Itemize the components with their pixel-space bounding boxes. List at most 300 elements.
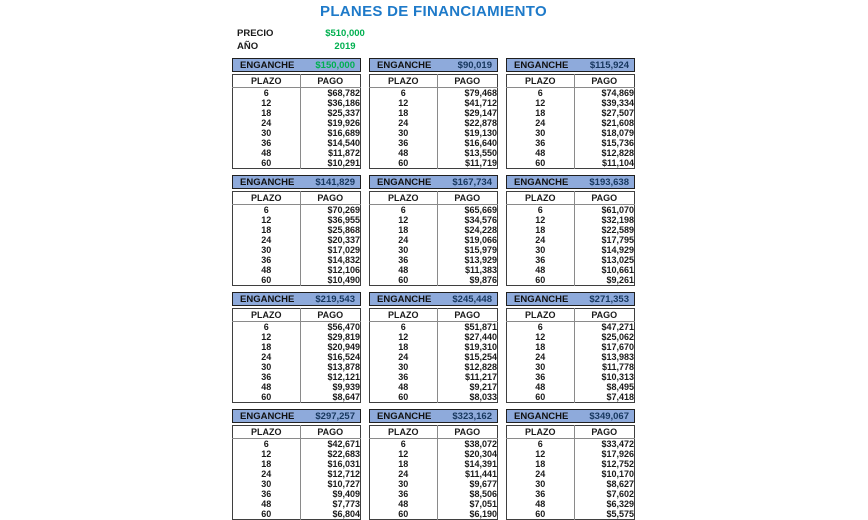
payment-row xyxy=(507,362,635,372)
enganche-value: $141,829 xyxy=(315,176,355,188)
enganche-label: ENGANCHE xyxy=(514,176,569,188)
payments-table xyxy=(506,308,635,403)
pago-value: $13,025 xyxy=(601,255,634,265)
pago-value: $17,795 xyxy=(601,235,634,245)
pago-value: $16,640 xyxy=(464,138,497,148)
plazo-value: 48 xyxy=(507,265,575,275)
pago-value: $8,506 xyxy=(469,489,497,499)
enganche-header xyxy=(506,175,635,189)
plazo-column-header: PLAZO xyxy=(370,309,438,322)
enganche-header xyxy=(506,292,635,306)
plazo-value: 48 xyxy=(233,499,301,509)
pago-value: $13,878 xyxy=(327,362,360,372)
plazo-value: 12 xyxy=(370,449,438,459)
pago-column-header: PAGO xyxy=(574,75,634,88)
payments-body xyxy=(507,205,635,286)
plazo-value: 36 xyxy=(507,138,575,148)
pago-value: $6,804 xyxy=(332,509,360,519)
plazo-column-header: PLAZO xyxy=(507,309,575,322)
enganche-header xyxy=(369,175,498,189)
financing-plan-table-4 xyxy=(232,175,361,286)
pago-value: $8,627 xyxy=(606,479,634,489)
pago-column-header: PAGO xyxy=(300,75,360,88)
pago-value: $68,782 xyxy=(327,88,360,98)
payment-row xyxy=(233,342,361,352)
enganche-label: ENGANCHE xyxy=(377,176,432,188)
payment-row xyxy=(233,479,361,489)
payment-row xyxy=(370,128,498,138)
payments-table xyxy=(369,425,498,520)
plazo-value: 24 xyxy=(370,235,438,245)
payment-row xyxy=(370,118,498,128)
payment-row xyxy=(370,362,498,372)
plazo-value: 36 xyxy=(370,255,438,265)
pago-value: $17,926 xyxy=(601,449,634,459)
pago-value: $16,689 xyxy=(327,128,360,138)
plazo-value: 48 xyxy=(370,382,438,392)
pago-value: $10,727 xyxy=(327,479,360,489)
plazo-value: 6 xyxy=(507,439,575,450)
enganche-header xyxy=(506,58,635,72)
financing-plan-table-9 xyxy=(506,292,635,403)
payments-body xyxy=(233,322,361,403)
enganche-value: $323,162 xyxy=(452,410,492,422)
pago-value: $36,186 xyxy=(327,98,360,108)
pago-value: $14,391 xyxy=(464,459,497,469)
payment-row xyxy=(507,128,635,138)
payment-row xyxy=(507,489,635,499)
payments-table xyxy=(369,74,498,169)
financing-plan-table-2 xyxy=(369,58,498,169)
column-header-row xyxy=(507,309,635,322)
payments-body xyxy=(233,439,361,520)
enganche-header xyxy=(369,58,498,72)
plazo-value: 24 xyxy=(233,235,301,245)
plazo-value: 30 xyxy=(233,479,301,489)
pago-column-header: PAGO xyxy=(574,426,634,439)
plazo-value: 36 xyxy=(233,255,301,265)
precio-row xyxy=(237,27,635,40)
pago-value: $11,217 xyxy=(464,372,497,382)
enganche-header xyxy=(506,409,635,423)
plazo-column-header: PLAZO xyxy=(233,75,301,88)
pago-column-header: PAGO xyxy=(437,426,497,439)
payment-row xyxy=(370,372,498,382)
pago-value: $16,031 xyxy=(327,459,360,469)
plazo-value: 18 xyxy=(507,459,575,469)
plazo-value: 36 xyxy=(507,255,575,265)
enganche-label: ENGANCHE xyxy=(514,410,569,422)
pago-value: $8,495 xyxy=(606,382,634,392)
payment-row xyxy=(233,459,361,469)
plazo-value: 18 xyxy=(370,459,438,469)
plazo-value: 48 xyxy=(507,382,575,392)
payment-row xyxy=(507,245,635,255)
pago-value: $33,472 xyxy=(601,439,634,449)
enganche-value: $245,448 xyxy=(452,293,492,305)
plazo-value: 30 xyxy=(370,128,438,138)
plazo-value: 12 xyxy=(370,332,438,342)
pago-value: $11,719 xyxy=(464,158,497,168)
plazo-value: 36 xyxy=(370,372,438,382)
financing-plan-table-8 xyxy=(369,292,498,403)
enganche-value: $193,638 xyxy=(589,176,629,188)
pago-column-header: PAGO xyxy=(437,309,497,322)
column-header-row xyxy=(233,75,361,88)
plazo-value: 6 xyxy=(507,88,575,99)
content xyxy=(232,0,635,520)
payment-row xyxy=(370,225,498,235)
pago-value: $16,524 xyxy=(327,352,360,362)
payment-row xyxy=(507,158,635,169)
pago-value: $20,337 xyxy=(327,235,360,245)
plazo-value: 18 xyxy=(507,342,575,352)
enganche-label: ENGANCHE xyxy=(240,293,295,305)
pago-value: $7,773 xyxy=(332,499,360,509)
payment-row xyxy=(370,342,498,352)
column-header-row xyxy=(370,75,498,88)
payment-row xyxy=(370,509,498,520)
financing-plan-table-6 xyxy=(506,175,635,286)
pago-value: $7,602 xyxy=(606,489,634,499)
pago-value: $7,418 xyxy=(606,392,634,402)
pago-value: $17,670 xyxy=(601,342,634,352)
payment-row xyxy=(370,332,498,342)
ano-value[interactable]: 2019 xyxy=(334,41,356,52)
payments-body xyxy=(507,439,635,520)
payments-table xyxy=(232,191,361,286)
pago-value: $8,647 xyxy=(332,392,360,402)
payments-table xyxy=(369,191,498,286)
payment-row xyxy=(507,382,635,392)
plazo-value: 12 xyxy=(233,449,301,459)
pago-value: $34,576 xyxy=(464,215,497,225)
pago-value: $19,066 xyxy=(464,235,497,245)
enganche-value: $90,019 xyxy=(457,59,492,71)
plazo-value: 12 xyxy=(507,449,575,459)
pago-value: $10,313 xyxy=(601,372,634,382)
enganche-value: $115,924 xyxy=(589,59,629,71)
payment-row xyxy=(507,352,635,362)
payment-row xyxy=(233,392,361,403)
plazo-value: 6 xyxy=(233,439,301,450)
payments-table xyxy=(369,308,498,403)
payment-row xyxy=(370,235,498,245)
enganche-header xyxy=(232,292,361,306)
payment-row xyxy=(233,245,361,255)
precio-value[interactable]: $510,000 xyxy=(325,28,365,39)
plazo-value: 60 xyxy=(233,392,301,403)
pago-value: $32,198 xyxy=(601,215,634,225)
plazo-value: 6 xyxy=(370,439,438,450)
payment-row xyxy=(233,322,361,333)
pago-value: $19,310 xyxy=(464,342,497,352)
plazo-value: 12 xyxy=(370,98,438,108)
enganche-label: ENGANCHE xyxy=(240,410,295,422)
pago-value: $10,661 xyxy=(601,265,634,275)
financing-plan-table-7 xyxy=(232,292,361,403)
pago-value: $17,029 xyxy=(327,245,360,255)
payment-row xyxy=(370,275,498,286)
plazo-value: 18 xyxy=(233,342,301,352)
plazo-value: 18 xyxy=(507,108,575,118)
payment-row xyxy=(370,255,498,265)
plazo-value: 6 xyxy=(233,88,301,99)
pago-value: $70,269 xyxy=(327,205,360,215)
financing-plan-table-3 xyxy=(506,58,635,169)
pago-value: $74,869 xyxy=(601,88,634,98)
column-header-row xyxy=(370,426,498,439)
pago-value: $5,575 xyxy=(606,509,634,519)
pago-value: $11,104 xyxy=(601,158,634,168)
payments-table xyxy=(506,425,635,520)
plazo-value: 12 xyxy=(370,215,438,225)
pago-value: $24,228 xyxy=(464,225,497,235)
plazo-value: 18 xyxy=(233,108,301,118)
plazo-column-header: PLAZO xyxy=(233,192,301,205)
payment-row xyxy=(507,372,635,382)
payment-row xyxy=(370,88,498,99)
payments-table xyxy=(232,308,361,403)
plazo-value: 12 xyxy=(507,215,575,225)
pago-value: $79,468 xyxy=(464,88,497,98)
plazo-value: 6 xyxy=(507,322,575,333)
pago-value: $10,291 xyxy=(327,158,360,168)
payment-row xyxy=(233,118,361,128)
pago-value: $47,271 xyxy=(601,322,634,332)
financing-plan-table-10 xyxy=(232,409,361,520)
plazo-column-header: PLAZO xyxy=(370,192,438,205)
enganche-value[interactable]: $150,000 xyxy=(315,59,355,71)
plazo-value: 48 xyxy=(507,499,575,509)
plazo-value: 6 xyxy=(370,205,438,216)
payment-row xyxy=(233,439,361,450)
payment-row xyxy=(370,148,498,158)
plazo-column-header: PLAZO xyxy=(233,309,301,322)
payment-row xyxy=(233,138,361,148)
enganche-value: $271,353 xyxy=(589,293,629,305)
pago-value: $6,329 xyxy=(606,499,634,509)
plazo-value: 48 xyxy=(370,499,438,509)
pago-value: $11,872 xyxy=(327,148,360,158)
plazo-column-header: PLAZO xyxy=(507,192,575,205)
plans-grid xyxy=(232,58,635,520)
pago-value: $15,979 xyxy=(464,245,497,255)
plazo-value: 30 xyxy=(507,245,575,255)
plazo-column-header: PLAZO xyxy=(370,75,438,88)
pago-value: $11,778 xyxy=(601,362,634,372)
column-header-row xyxy=(370,192,498,205)
payments-table xyxy=(506,74,635,169)
pago-value: $22,589 xyxy=(601,225,634,235)
column-header-row xyxy=(507,426,635,439)
enganche-label: ENGANCHE xyxy=(377,59,432,71)
pago-column-header: PAGO xyxy=(300,192,360,205)
plazo-value: 6 xyxy=(370,322,438,333)
payment-row xyxy=(370,382,498,392)
payment-row xyxy=(233,332,361,342)
plazo-value: 24 xyxy=(507,235,575,245)
pago-value: $18,079 xyxy=(601,128,634,138)
payment-row xyxy=(233,382,361,392)
pago-value: $42,671 xyxy=(327,439,360,449)
column-header-row xyxy=(507,75,635,88)
payment-row xyxy=(507,98,635,108)
plazo-value: 6 xyxy=(370,88,438,99)
payment-row xyxy=(507,148,635,158)
pago-value: $12,828 xyxy=(464,362,497,372)
pago-value: $14,540 xyxy=(327,138,360,148)
payment-row xyxy=(233,362,361,372)
payment-row xyxy=(507,332,635,342)
plazo-value: 48 xyxy=(370,148,438,158)
pago-value: $8,033 xyxy=(469,392,497,402)
payment-row xyxy=(507,342,635,352)
plazo-value: 12 xyxy=(507,332,575,342)
plazo-column-header: PLAZO xyxy=(233,426,301,439)
enganche-header xyxy=(232,58,361,72)
payment-row xyxy=(370,352,498,362)
plazo-value: 60 xyxy=(507,392,575,403)
pago-value: $20,949 xyxy=(327,342,360,352)
pago-column-header: PAGO xyxy=(300,309,360,322)
financing-plan-table-12 xyxy=(506,409,635,520)
plazo-value: 30 xyxy=(233,128,301,138)
payment-row xyxy=(507,469,635,479)
plazo-value: 6 xyxy=(507,205,575,216)
payment-row xyxy=(507,459,635,469)
pago-value: $9,217 xyxy=(469,382,497,392)
payment-row xyxy=(507,138,635,148)
plazo-value: 18 xyxy=(233,225,301,235)
pago-value: $13,929 xyxy=(464,255,497,265)
price-year-block xyxy=(237,27,635,53)
precio-label: PRECIO xyxy=(237,28,274,39)
payment-row xyxy=(233,235,361,245)
payment-row xyxy=(507,392,635,403)
plazo-value: 24 xyxy=(233,118,301,128)
payment-row xyxy=(507,255,635,265)
payment-row xyxy=(370,108,498,118)
plazo-value: 36 xyxy=(370,489,438,499)
payment-row xyxy=(507,118,635,128)
plazo-value: 60 xyxy=(507,275,575,286)
payment-row xyxy=(370,138,498,148)
plazo-value: 36 xyxy=(507,489,575,499)
payment-row xyxy=(507,509,635,520)
payments-body xyxy=(370,322,498,403)
financing-plan-table-1 xyxy=(232,58,361,169)
pago-value: $51,871 xyxy=(464,322,497,332)
pago-value: $10,490 xyxy=(327,275,360,285)
payments-table xyxy=(232,425,361,520)
plazo-column-header: PLAZO xyxy=(507,426,575,439)
enganche-label: ENGANCHE xyxy=(377,293,432,305)
enganche-label: ENGANCHE xyxy=(514,59,569,71)
plazo-value: 24 xyxy=(233,469,301,479)
pago-value: $12,106 xyxy=(327,265,360,275)
payment-row xyxy=(507,205,635,216)
payments-body xyxy=(370,88,498,169)
pago-column-header: PAGO xyxy=(437,192,497,205)
pago-value: $9,409 xyxy=(332,489,360,499)
payment-row xyxy=(233,275,361,286)
pago-value: $27,440 xyxy=(464,332,497,342)
plazo-value: 36 xyxy=(370,138,438,148)
payment-row xyxy=(507,275,635,286)
plazo-value: 30 xyxy=(370,245,438,255)
plazo-value: 6 xyxy=(233,205,301,216)
payment-row xyxy=(370,98,498,108)
payment-row xyxy=(507,322,635,333)
plazo-value: 30 xyxy=(370,362,438,372)
pago-value: $6,190 xyxy=(469,509,497,519)
plazo-value: 18 xyxy=(233,459,301,469)
pago-value: $36,955 xyxy=(327,215,360,225)
plazo-value: 60 xyxy=(370,275,438,286)
pago-value: $13,983 xyxy=(601,352,634,362)
payment-row xyxy=(233,509,361,520)
plazo-value: 36 xyxy=(507,372,575,382)
pago-value: $15,736 xyxy=(601,138,634,148)
pago-column-header: PAGO xyxy=(574,192,634,205)
plazo-value: 30 xyxy=(507,479,575,489)
pago-value: $25,062 xyxy=(601,332,634,342)
plazo-value: 60 xyxy=(370,509,438,520)
pago-value: $14,929 xyxy=(601,245,634,255)
pago-value: $11,383 xyxy=(464,265,497,275)
pago-value: $11,441 xyxy=(464,469,497,479)
payments-body xyxy=(233,88,361,169)
pago-value: $12,828 xyxy=(601,148,634,158)
payment-row xyxy=(507,265,635,275)
column-header-row xyxy=(233,426,361,439)
payments-table xyxy=(232,74,361,169)
payment-row xyxy=(233,255,361,265)
plazo-value: 60 xyxy=(370,392,438,403)
plazo-value: 60 xyxy=(507,158,575,169)
plazo-value: 36 xyxy=(233,138,301,148)
pago-value: $9,261 xyxy=(606,275,634,285)
plazo-value: 24 xyxy=(507,118,575,128)
payment-row xyxy=(233,148,361,158)
enganche-value: $167,734 xyxy=(452,176,492,188)
pago-value: $41,712 xyxy=(464,98,497,108)
payment-row xyxy=(370,158,498,169)
payment-row xyxy=(507,215,635,225)
plazo-value: 18 xyxy=(507,225,575,235)
payment-row xyxy=(233,499,361,509)
enganche-value: $349,067 xyxy=(589,410,629,422)
payments-body xyxy=(507,88,635,169)
plazo-value: 12 xyxy=(507,98,575,108)
plazo-value: 48 xyxy=(370,265,438,275)
payment-row xyxy=(233,108,361,118)
plazo-value: 30 xyxy=(233,362,301,372)
payment-row xyxy=(507,479,635,489)
pago-value: $56,470 xyxy=(327,322,360,332)
plazo-value: 48 xyxy=(233,265,301,275)
plazo-value: 18 xyxy=(370,108,438,118)
pago-value: $27,507 xyxy=(601,108,634,118)
plazo-value: 30 xyxy=(233,245,301,255)
plazo-value: 30 xyxy=(507,128,575,138)
plazo-value: 24 xyxy=(370,118,438,128)
pago-value: $12,752 xyxy=(601,459,634,469)
payment-row xyxy=(370,499,498,509)
pago-value: $19,130 xyxy=(464,128,497,138)
payment-row xyxy=(507,235,635,245)
